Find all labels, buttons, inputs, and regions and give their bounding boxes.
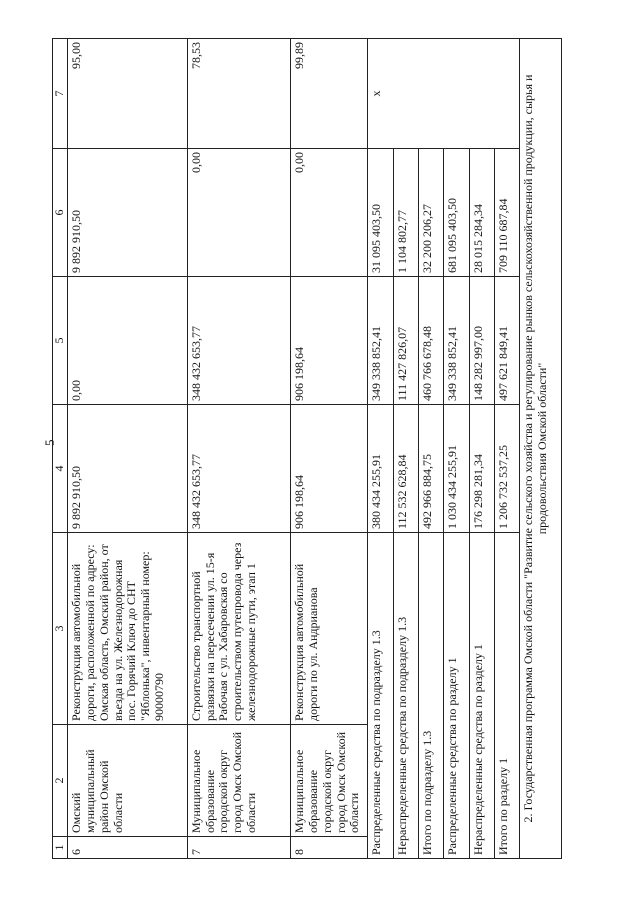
section-header-row [520, 39, 562, 859]
amount-col6: 0,00 [187, 149, 290, 277]
summary-col6: 709 110 687,84 [495, 149, 520, 277]
rotated-table-container [52, 39, 562, 859]
summary-col4: 1 206 732 537,25 [495, 405, 520, 533]
summary-col6: 1 104 802,77 [393, 149, 418, 277]
row-number: 7 [187, 837, 290, 859]
row-number: 6 [68, 837, 188, 859]
summary-col5: 460 766 678,48 [419, 277, 444, 405]
col-header-7: 7 [53, 39, 68, 149]
summary-row [495, 39, 520, 859]
summary-row [368, 39, 393, 859]
summary-col4: 1 030 434 255,91 [444, 405, 469, 533]
summary-col6: 31 095 403,50 [368, 149, 393, 277]
table-row [291, 39, 368, 859]
amount-col6: 0,00 [291, 149, 368, 277]
object-cell: Строительство транспортной развязки на пересечении ул. 15-я Рабочая с ул. Хабаровская со строительством путепровода через железнодорожные пути, этап 1 [187, 533, 290, 725]
amount-col6: 9 892 910,50 [68, 149, 188, 277]
col-header-4: 4 [53, 405, 68, 533]
summary-col6: 32 200 206,27 [419, 149, 444, 277]
summary-label: Распределенные средства по разделу 1 [444, 533, 469, 859]
summary-col4: 492 966 884,75 [419, 405, 444, 533]
amount-col4: 348 432 653,77 [187, 405, 290, 533]
page-number: 5 [42, 439, 57, 446]
summary-label: Нераспределенные средства по подразделу 1.3 [393, 533, 418, 859]
col-header-6: 6 [53, 149, 68, 277]
municipality-cell: Омский муниципальный район Омской области [68, 725, 188, 837]
col-header-3: 3 [53, 533, 68, 725]
amount-col4: 9 892 910,50 [68, 405, 188, 533]
summary-col6: 28 015 284,34 [469, 149, 494, 277]
percent-col7: 99,89 [291, 39, 368, 149]
summary-label: Нераспределенные средства по разделу 1 [469, 533, 494, 859]
summary-label: Итого по разделу 1 [495, 533, 520, 859]
object-cell: Реконструкция автомобильной дороги по ул. Андрианова [291, 533, 368, 725]
percent-col7: 95,00 [68, 39, 188, 149]
amount-col4: 906 198,64 [291, 405, 368, 533]
summary-col4: 176 298 281,34 [469, 405, 494, 533]
table-row [68, 39, 188, 859]
table-row [187, 39, 290, 859]
summary-row [444, 39, 469, 859]
summary-row [469, 39, 494, 859]
summary-row [419, 39, 444, 859]
summary-col5: 497 621 849,41 [495, 277, 520, 405]
summary-col4: 380 434 255,91 [368, 405, 393, 533]
summary-label: Распределенные средства по подразделу 1.3 [368, 533, 393, 859]
municipality-cell: Муниципальное образование городской округ город Омск Омской области [187, 725, 290, 837]
amount-col5: 348 432 653,77 [187, 277, 290, 405]
amount-col5: 0,00 [68, 277, 188, 405]
funding-table [52, 38, 562, 859]
summary-col6: 681 095 403,50 [444, 149, 469, 277]
object-cell: Реконструкция автомобильной дороги, расположенной по адресу: Омская область, Омский район, от въезда на ул. Железнодорожная пос. Горячий Ключ до СНТ "Яблонька", инвентарный номер: 90000790 [68, 533, 188, 725]
summary-row [393, 39, 418, 859]
summary-label: Итого по подразделу 1.3 [419, 533, 444, 859]
summary-col5: 148 282 997,00 [469, 277, 494, 405]
row-number: 8 [291, 837, 368, 859]
col-header-2: 2 [53, 725, 68, 837]
summary-col5: 349 338 852,41 [368, 277, 393, 405]
summary-col7-mark: x [368, 39, 520, 149]
amount-col5: 906 198,64 [291, 277, 368, 405]
summary-col4: 112 532 628,84 [393, 405, 418, 533]
col-header-1: 1 [53, 837, 68, 859]
column-number-row [53, 39, 68, 859]
summary-col5: 111 427 826,07 [393, 277, 418, 405]
section-title: 2. Государственная программа Омской области "Развитие сельского хозяйства и регулирование рынков сельскохозяйственной продукции, сырья и продовольствия Омской области" [520, 39, 562, 859]
col-header-5: 5 [53, 277, 68, 405]
percent-col7: 78,53 [187, 39, 290, 149]
summary-col5: 349 338 852,41 [444, 277, 469, 405]
municipality-cell: Муниципальное образование городской округ город Омск Омской области [291, 725, 368, 837]
